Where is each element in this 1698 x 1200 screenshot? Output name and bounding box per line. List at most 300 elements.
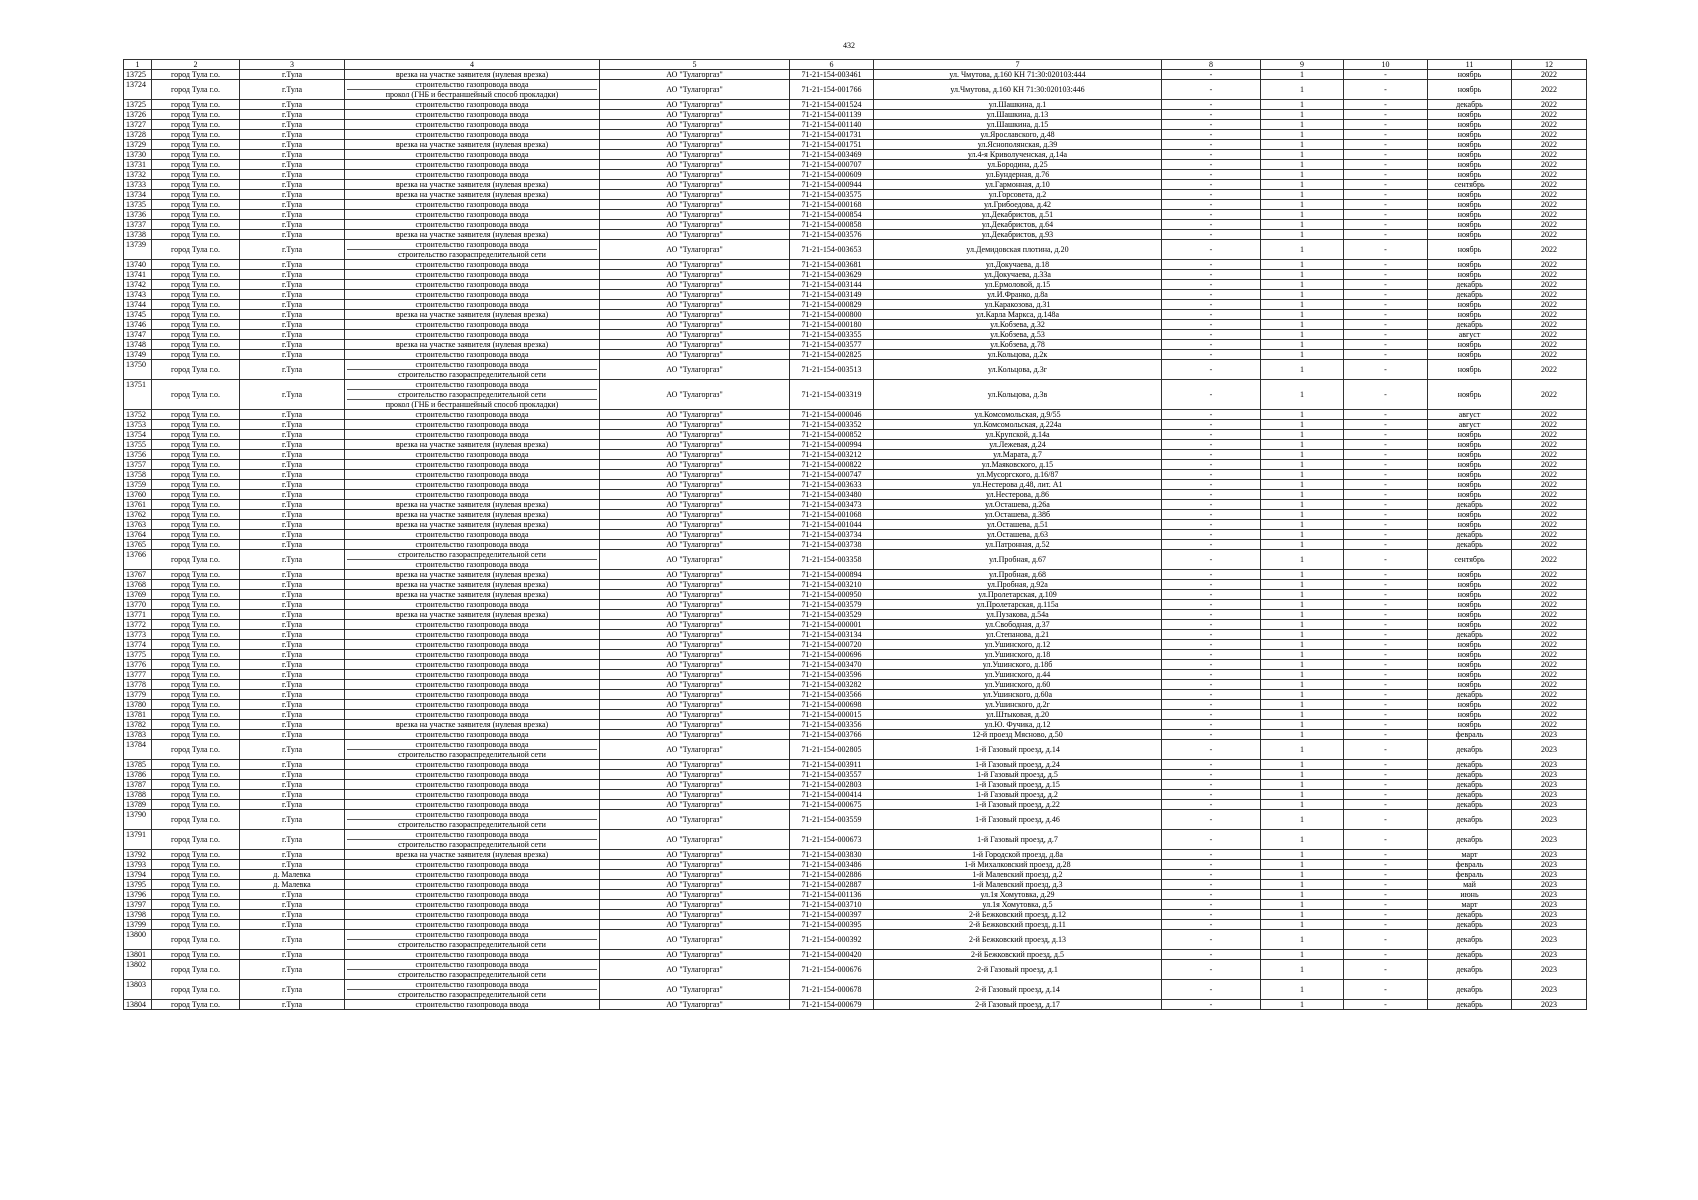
address: ул.Марата, д.7 — [874, 450, 1162, 460]
address: ул.Кобзева, д.78 — [874, 340, 1162, 350]
column-8: - — [1162, 900, 1261, 910]
organization: АО "Тулагоргаз" — [600, 360, 790, 380]
month: ноябрь — [1428, 700, 1512, 710]
column-10: - — [1344, 580, 1428, 590]
table-row — [124, 810, 1587, 830]
year: 2022 — [1512, 660, 1587, 670]
work-type-line: строительство газопровода ввода — [415, 800, 529, 809]
column-10: - — [1344, 1000, 1428, 1010]
work-type-line: врезка на участке заявителя (нулевая врезка) — [395, 340, 549, 349]
organization: АО "Тулагоргаз" — [600, 220, 790, 230]
table-row — [124, 540, 1587, 550]
municipality: город Тула г.о. — [152, 570, 240, 580]
month: ноябрь — [1428, 570, 1512, 580]
month: декабрь — [1428, 770, 1512, 780]
object-code: 71-21-154-003766 — [790, 730, 874, 740]
work-type — [345, 210, 600, 220]
column-8: - — [1162, 610, 1261, 620]
locality: г.Тула — [240, 540, 345, 550]
municipality: город Тула г.о. — [152, 380, 240, 410]
municipality: город Тула г.о. — [152, 980, 240, 1000]
year: 2022 — [1512, 680, 1587, 690]
quantity: 1 — [1261, 170, 1344, 180]
locality: г.Тула — [240, 220, 345, 230]
column-8: - — [1162, 200, 1261, 210]
column-8: - — [1162, 220, 1261, 230]
locality: г.Тула — [240, 480, 345, 490]
work-type-line: строительство газопровода ввода — [415, 620, 529, 629]
month: декабрь — [1428, 500, 1512, 510]
work-type — [345, 120, 600, 130]
address: 1-й Газовый проезд, д.5 — [874, 770, 1162, 780]
locality: г.Тула — [240, 730, 345, 740]
year: 2022 — [1512, 520, 1587, 530]
row-number: 13734 — [124, 190, 152, 200]
column-10: - — [1344, 160, 1428, 170]
column-10: - — [1344, 480, 1428, 490]
work-type — [345, 190, 600, 200]
object-code: 71-21-154-003470 — [790, 660, 874, 670]
year: 2022 — [1512, 510, 1587, 520]
work-type-line: строительство газопровода ввода — [415, 100, 529, 109]
column-8: - — [1162, 120, 1261, 130]
quantity: 1 — [1261, 950, 1344, 960]
column-10: - — [1344, 610, 1428, 620]
year: 2022 — [1512, 320, 1587, 330]
column-10: - — [1344, 100, 1428, 110]
year: 2023 — [1512, 930, 1587, 950]
year: 2022 — [1512, 150, 1587, 160]
row-number: 13724 — [124, 80, 152, 100]
column-10: - — [1344, 310, 1428, 320]
locality: г.Тула — [240, 320, 345, 330]
table-row — [124, 470, 1587, 480]
municipality: город Тула г.о. — [152, 160, 240, 170]
address: 1-й Газовый проезд, д.24 — [874, 760, 1162, 770]
column-10: - — [1344, 350, 1428, 360]
work-type — [345, 240, 600, 260]
row-number: 13765 — [124, 540, 152, 550]
year: 2022 — [1512, 460, 1587, 470]
work-type-line: врезка на участке заявителя (нулевая врезка) — [395, 570, 549, 579]
organization: АО "Тулагоргаз" — [600, 790, 790, 800]
column-8: - — [1162, 340, 1261, 350]
header-row — [124, 60, 1587, 70]
row-number: 13752 — [124, 410, 152, 420]
column-8: - — [1162, 760, 1261, 770]
address: ул.Ермоловой, д.15 — [874, 280, 1162, 290]
table-row — [124, 760, 1587, 770]
work-type-line: строительство газопровода ввода — [415, 490, 529, 499]
organization: АО "Тулагоргаз" — [600, 600, 790, 610]
quantity: 1 — [1261, 470, 1344, 480]
address: 1-й Городской проезд, д.8а — [874, 850, 1162, 860]
row-number: 13728 — [124, 130, 152, 140]
row-number: 13783 — [124, 730, 152, 740]
address: 2-й Бежковский проезд, д.5 — [874, 950, 1162, 960]
work-type-line: строительство газопровода ввода — [415, 270, 529, 279]
work-type — [345, 350, 600, 360]
year: 2022 — [1512, 720, 1587, 730]
year: 2022 — [1512, 610, 1587, 620]
municipality: город Тула г.о. — [152, 590, 240, 600]
row-number: 13789 — [124, 800, 152, 810]
quantity: 1 — [1261, 200, 1344, 210]
table-row — [124, 830, 1587, 850]
work-type — [345, 730, 600, 740]
column-10: - — [1344, 230, 1428, 240]
table-row — [124, 920, 1587, 930]
quantity: 1 — [1261, 130, 1344, 140]
table-row — [124, 730, 1587, 740]
work-type — [345, 960, 600, 980]
table-row — [124, 770, 1587, 780]
organization: АО "Тулагоргаз" — [600, 710, 790, 720]
table-row — [124, 880, 1587, 890]
locality: г.Тула — [240, 650, 345, 660]
column-10: - — [1344, 960, 1428, 980]
quantity: 1 — [1261, 600, 1344, 610]
work-type — [345, 260, 600, 270]
organization: АО "Тулагоргаз" — [600, 850, 790, 860]
address: ул. Чмутова, д.160 КН 71:30:020103:444 — [874, 70, 1162, 80]
locality: г.Тула — [240, 440, 345, 450]
year: 2022 — [1512, 530, 1587, 540]
address: ул.Декабристов, д.93 — [874, 230, 1162, 240]
month: ноябрь — [1428, 640, 1512, 650]
address: ул.Осташева, д.38б — [874, 510, 1162, 520]
address: ул.Декабристов, д.64 — [874, 220, 1162, 230]
row-number: 13743 — [124, 290, 152, 300]
column-10: - — [1344, 770, 1428, 780]
locality: д. Малевка — [240, 870, 345, 880]
organization: АО "Тулагоргаз" — [600, 780, 790, 790]
quantity: 1 — [1261, 620, 1344, 630]
column-10: - — [1344, 460, 1428, 470]
year: 2022 — [1512, 310, 1587, 320]
work-type-line: строительство газораспределительной сети — [347, 749, 597, 759]
locality: г.Тула — [240, 780, 345, 790]
month: ноябрь — [1428, 720, 1512, 730]
year: 2022 — [1512, 550, 1587, 570]
work-type-line: строительство газораспределительной сети — [347, 969, 597, 979]
municipality: город Тула г.о. — [152, 810, 240, 830]
work-type — [345, 670, 600, 680]
address: ул.Шашкина, д.1 — [874, 100, 1162, 110]
table-row — [124, 640, 1587, 650]
address: 1-й Михалковский проезд, д.28 — [874, 860, 1162, 870]
row-number: 13749 — [124, 350, 152, 360]
object-code: 71-21-154-003575 — [790, 190, 874, 200]
column-10: - — [1344, 240, 1428, 260]
column-8: - — [1162, 670, 1261, 680]
object-code: 71-21-154-003486 — [790, 860, 874, 870]
column-10: - — [1344, 920, 1428, 930]
municipality: город Тула г.о. — [152, 510, 240, 520]
column-8: - — [1162, 660, 1261, 670]
row-number: 13784 — [124, 740, 152, 760]
month: март — [1428, 900, 1512, 910]
locality: г.Тула — [240, 210, 345, 220]
month: ноябрь — [1428, 130, 1512, 140]
municipality: город Тула г.о. — [152, 340, 240, 350]
table-row — [124, 720, 1587, 730]
table-row — [124, 120, 1587, 130]
locality: г.Тула — [240, 850, 345, 860]
quantity: 1 — [1261, 740, 1344, 760]
address: 1-й Газовый проезд, д.2 — [874, 790, 1162, 800]
year: 2022 — [1512, 100, 1587, 110]
column-8: - — [1162, 350, 1261, 360]
object-code: 71-21-154-003576 — [790, 230, 874, 240]
object-code: 71-21-154-003633 — [790, 480, 874, 490]
column-8: - — [1162, 150, 1261, 160]
quantity: 1 — [1261, 280, 1344, 290]
year: 2022 — [1512, 570, 1587, 580]
work-type — [345, 580, 600, 590]
municipality: город Тула г.о. — [152, 110, 240, 120]
table-row — [124, 330, 1587, 340]
work-type — [345, 610, 600, 620]
municipality: город Тула г.о. — [152, 910, 240, 920]
column-8: - — [1162, 570, 1261, 580]
column-8: - — [1162, 540, 1261, 550]
column-8: - — [1162, 510, 1261, 520]
work-type-line: врезка на участке заявителя (нулевая врезка) — [395, 520, 549, 529]
table-row — [124, 450, 1587, 460]
table-row — [124, 130, 1587, 140]
locality: г.Тула — [240, 410, 345, 420]
year: 2022 — [1512, 690, 1587, 700]
column-8: - — [1162, 410, 1261, 420]
object-code: 71-21-154-002803 — [790, 780, 874, 790]
work-type-line: строительство газопровода ввода — [415, 220, 529, 229]
month: декабрь — [1428, 950, 1512, 960]
table-row — [124, 740, 1587, 760]
row-number: 13725 — [124, 100, 152, 110]
work-type — [345, 450, 600, 460]
column-10: - — [1344, 600, 1428, 610]
column-8: - — [1162, 850, 1261, 860]
work-type — [345, 850, 600, 860]
column-10: - — [1344, 380, 1428, 410]
year: 2023 — [1512, 850, 1587, 860]
address: 1-й Газовый проезд, д.14 — [874, 740, 1162, 760]
year: 2023 — [1512, 920, 1587, 930]
work-type-line: врезка на участке заявителя (нулевая врезка) — [395, 180, 549, 189]
table-row — [124, 870, 1587, 880]
work-type-line: прокол (ГНБ и бестраншейный способ прокладки) — [347, 89, 597, 99]
year: 2023 — [1512, 790, 1587, 800]
work-type — [345, 1000, 600, 1010]
column-8: - — [1162, 260, 1261, 270]
column-8: - — [1162, 230, 1261, 240]
object-code: 71-21-154-002805 — [790, 740, 874, 760]
column-10: - — [1344, 450, 1428, 460]
locality: г.Тула — [240, 490, 345, 500]
locality: г.Тула — [240, 660, 345, 670]
year: 2022 — [1512, 280, 1587, 290]
row-number: 13771 — [124, 610, 152, 620]
month: декабрь — [1428, 290, 1512, 300]
work-type-line: строительство газопровода ввода — [415, 980, 529, 989]
object-code: 71-21-154-003319 — [790, 380, 874, 410]
municipality: город Тула г.о. — [152, 190, 240, 200]
quantity: 1 — [1261, 220, 1344, 230]
column-8: - — [1162, 460, 1261, 470]
object-code: 71-21-154-000392 — [790, 930, 874, 950]
table-row — [124, 550, 1587, 570]
column-10: - — [1344, 790, 1428, 800]
column-8: - — [1162, 930, 1261, 950]
year: 2022 — [1512, 70, 1587, 80]
table-row — [124, 320, 1587, 330]
work-type-line: строительство газопровода ввода — [415, 960, 529, 969]
column-8: - — [1162, 1000, 1261, 1010]
locality: г.Тула — [240, 510, 345, 520]
column-10: - — [1344, 130, 1428, 140]
column-8: - — [1162, 700, 1261, 710]
address: 2-й Газовый проезд, д.14 — [874, 980, 1162, 1000]
quantity: 1 — [1261, 670, 1344, 680]
municipality: город Тула г.о. — [152, 730, 240, 740]
column-8: - — [1162, 630, 1261, 640]
organization: АО "Тулагоргаз" — [600, 100, 790, 110]
object-code: 71-21-154-003358 — [790, 550, 874, 570]
work-type — [345, 110, 600, 120]
work-type-line: строительство газораспределительной сети — [347, 369, 597, 379]
column-8: - — [1162, 430, 1261, 440]
table-row — [124, 410, 1587, 420]
work-type — [345, 530, 600, 540]
address: ул.Маяковского, д.15 — [874, 460, 1162, 470]
municipality: город Тула г.о. — [152, 220, 240, 230]
table-row — [124, 380, 1587, 410]
quantity: 1 — [1261, 350, 1344, 360]
work-type-line: строительство газопровода ввода — [415, 760, 529, 769]
month: ноябрь — [1428, 650, 1512, 660]
work-type — [345, 230, 600, 240]
quantity: 1 — [1261, 410, 1344, 420]
locality: г.Тула — [240, 380, 345, 410]
quantity: 1 — [1261, 150, 1344, 160]
table-row — [124, 670, 1587, 680]
month: декабрь — [1428, 930, 1512, 950]
column-8: - — [1162, 830, 1261, 850]
work-type-line: строительство газопровода ввода — [415, 630, 529, 639]
organization: АО "Тулагоргаз" — [600, 610, 790, 620]
column-8: - — [1162, 740, 1261, 760]
month: ноябрь — [1428, 610, 1512, 620]
work-type-line: строительство газопровода ввода — [415, 410, 529, 419]
locality: г.Тула — [240, 170, 345, 180]
object-code: 71-21-154-001524 — [790, 100, 874, 110]
work-type-line: строительство газопровода ввода — [415, 110, 529, 119]
organization: АО "Тулагоргаз" — [600, 140, 790, 150]
work-type-line: врезка на участке заявителя (нулевая врезка) — [395, 720, 549, 729]
locality: г.Тула — [240, 920, 345, 930]
quantity: 1 — [1261, 240, 1344, 260]
municipality: город Тула г.о. — [152, 600, 240, 610]
column-10: - — [1344, 680, 1428, 690]
row-number: 13777 — [124, 670, 152, 680]
work-type-line: строительство газораспределительной сети — [347, 989, 597, 999]
column-10: - — [1344, 490, 1428, 500]
year: 2022 — [1512, 170, 1587, 180]
organization: АО "Тулагоргаз" — [600, 690, 790, 700]
object-code: 71-21-154-003830 — [790, 850, 874, 860]
municipality: город Тула г.о. — [152, 360, 240, 380]
locality: г.Тула — [240, 140, 345, 150]
locality: г.Тула — [240, 190, 345, 200]
work-type — [345, 790, 600, 800]
table-row — [124, 210, 1587, 220]
column-8: - — [1162, 780, 1261, 790]
column-10: - — [1344, 180, 1428, 190]
month: декабрь — [1428, 100, 1512, 110]
municipality: город Тула г.о. — [152, 830, 240, 850]
table-row — [124, 630, 1587, 640]
month: август — [1428, 330, 1512, 340]
municipality: город Тула г.о. — [152, 760, 240, 770]
object-code: 71-21-154-000720 — [790, 640, 874, 650]
work-type-line: строительство газопровода ввода — [415, 120, 529, 129]
object-code: 71-21-154-003473 — [790, 500, 874, 510]
organization: АО "Тулагоргаз" — [600, 340, 790, 350]
organization: АО "Тулагоргаз" — [600, 570, 790, 580]
work-type-line: строительство газораспределительной сети — [398, 550, 546, 559]
month: ноябрь — [1428, 580, 1512, 590]
municipality: город Тула г.о. — [152, 960, 240, 980]
locality: г.Тула — [240, 420, 345, 430]
object-code: 71-21-154-003144 — [790, 280, 874, 290]
organization: АО "Тулагоргаз" — [600, 960, 790, 980]
table-row — [124, 280, 1587, 290]
work-type — [345, 160, 600, 170]
work-type-line: строительство газопровода ввода — [415, 690, 529, 699]
locality: г.Тула — [240, 270, 345, 280]
organization: АО "Тулагоргаз" — [600, 730, 790, 740]
quantity: 1 — [1261, 780, 1344, 790]
column-10: - — [1344, 850, 1428, 860]
object-code: 71-21-154-000854 — [790, 210, 874, 220]
municipality: город Тула г.о. — [152, 780, 240, 790]
row-number: 13769 — [124, 590, 152, 600]
locality: г.Тула — [240, 1000, 345, 1010]
year: 2023 — [1512, 830, 1587, 850]
row-number: 13786 — [124, 770, 152, 780]
work-type — [345, 130, 600, 140]
locality: г.Тула — [240, 290, 345, 300]
work-type-line: врезка на участке заявителя (нулевая врезка) — [395, 850, 549, 859]
month: ноябрь — [1428, 710, 1512, 720]
row-number: 13762 — [124, 510, 152, 520]
address: ул.Патронная, д.52 — [874, 540, 1162, 550]
locality: г.Тула — [240, 130, 345, 140]
work-type — [345, 770, 600, 780]
organization: АО "Тулагоргаз" — [600, 810, 790, 830]
month: сентябрь — [1428, 550, 1512, 570]
address: ул.Ушинского, д.18б — [874, 660, 1162, 670]
month: ноябрь — [1428, 470, 1512, 480]
row-number: 13763 — [124, 520, 152, 530]
column-10: - — [1344, 80, 1428, 100]
column-8: - — [1162, 100, 1261, 110]
column-10: - — [1344, 500, 1428, 510]
month: декабрь — [1428, 920, 1512, 930]
municipality: город Тула г.о. — [152, 430, 240, 440]
quantity: 1 — [1261, 360, 1344, 380]
